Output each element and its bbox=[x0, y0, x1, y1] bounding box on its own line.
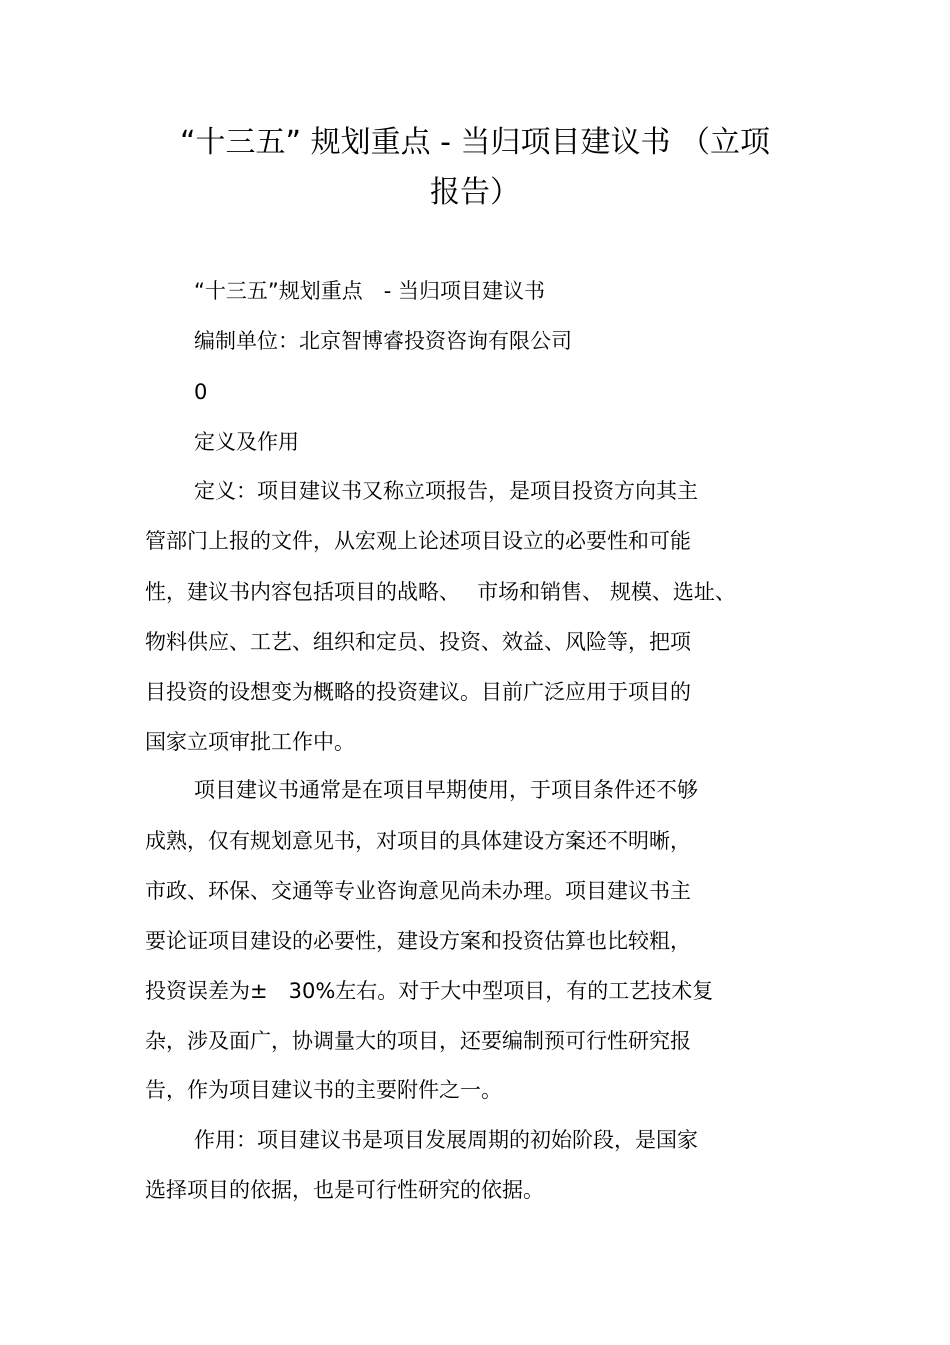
title-line-2: 报告） bbox=[430, 175, 520, 210]
paragraph-line: 告，作为项目建议书的主要附件之一。 bbox=[145, 1078, 502, 1102]
document-title bbox=[140, 118, 810, 218]
paragraph-line: 定义：项目建议书又称立项报告，是项目投资方向其主 bbox=[194, 479, 698, 503]
number-line: 0 bbox=[194, 380, 208, 404]
subtitle: “十三五”规划重点 - 当归项目建议书 bbox=[194, 279, 546, 303]
paragraph-line: 成熟，仅有规划意见书，对项目的具体建设方案还不明晰， bbox=[145, 829, 691, 853]
paragraph-line: 国家立项审批工作中。 bbox=[145, 730, 355, 754]
paragraph-line: 项目建议书通常是在项目早期使用，于项目条件还不够 bbox=[194, 778, 698, 802]
paragraph-line: 管部门上报的文件，从宏观上论述项目设立的必要性和可能 bbox=[145, 529, 691, 553]
paragraph-line: 性，建议书内容包括项目的战略、 市场和销售、 规模、选址、 bbox=[145, 580, 736, 604]
title-line-1: “十三五” 规划重点 - 当归项目建议书 （立项 bbox=[179, 125, 771, 160]
compiler-line: 编制单位：北京智博睿投资咨询有限公司 bbox=[194, 329, 572, 353]
section-heading: 定义及作用 bbox=[194, 430, 299, 454]
paragraph-line: 物料供应、工艺、组织和定员、投资、效益、风险等，把项 bbox=[145, 630, 691, 654]
paragraph-line: 作用：项目建议书是项目发展周期的初始阶段，是国家 bbox=[194, 1128, 698, 1152]
paragraph-line: 市政、环保、交通等专业咨询意见尚未办理。项目建议书主 bbox=[145, 879, 691, 903]
paragraph-line: 投资误差为± 30%左右。对于大中型项目，有的工艺技术复 bbox=[145, 979, 714, 1003]
paragraph-line: 杂，涉及面广，协调量大的项目，还要编制预可行性研究报 bbox=[145, 1029, 691, 1053]
paragraph-line: 目投资的设想变为概略的投资建议。目前广泛应用于项目的 bbox=[145, 680, 691, 704]
paragraph-line: 要论证项目建设的必要性，建设方案和投资估算也比较粗， bbox=[145, 929, 691, 953]
paragraph-line: 选择项目的依据，也是可行性研究的依据。 bbox=[145, 1178, 544, 1202]
